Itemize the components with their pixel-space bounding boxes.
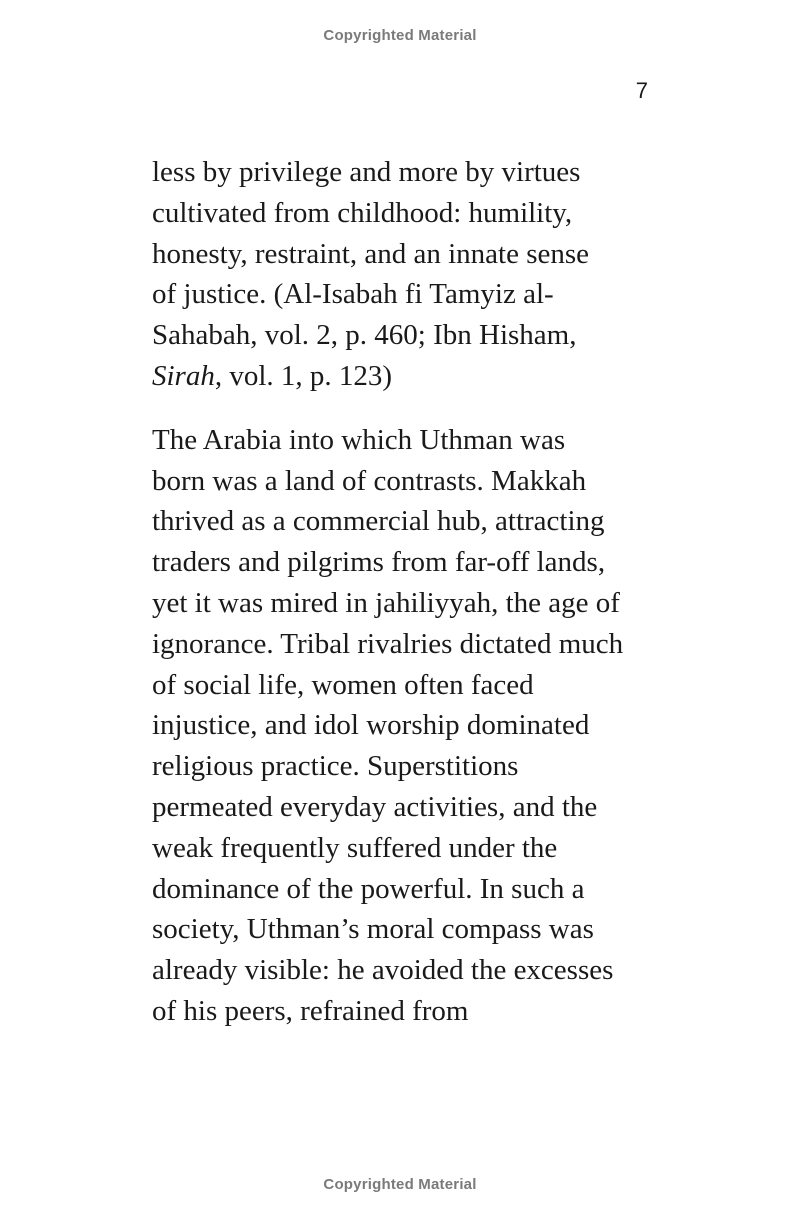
text-line: thrived as a commercial hub, attracting [152, 505, 605, 538]
text-line: Sahabah, vol. 2, p. 460; Ibn Hisham, [152, 319, 577, 352]
body-text [152, 152, 652, 1032]
text-line: honesty, restraint, and an innate sense [152, 237, 590, 270]
text-line: of justice. (Al-Isabah fi Tamyiz al- [152, 278, 554, 311]
text-line: born was a land of contrasts. Makkah [152, 464, 587, 497]
text-line: already visible: he avoided the excesses [152, 954, 614, 987]
text-line: less by privilege and more by virtues [152, 156, 581, 188]
text-line: dominance of the powerful. In such a [152, 872, 585, 905]
text-line: The Arabia into which Uthman was [152, 423, 566, 456]
text-line: of social life, women often faced [152, 668, 534, 701]
paragraph-1 [152, 152, 652, 397]
text-line: society, Uthman’s moral compass was [152, 913, 594, 946]
text-line: religious practice. Superstitions [152, 750, 519, 783]
text-line: permeated everyday activities, and the [152, 790, 598, 823]
copyright-watermark-bottom: Copyrighted Material [323, 1176, 477, 1193]
paragraph-2 [152, 420, 652, 1032]
text-line: cultivated from childhood: humility, [152, 196, 573, 229]
text-line: ignorance. Tribal rivalries dictated much [152, 627, 624, 660]
page-number: 7 [635, 78, 648, 103]
text-line [152, 356, 652, 397]
text-line: of his peers, refrained from [152, 994, 469, 1027]
text-line: injustice, and idol worship dominated [152, 709, 590, 742]
text-line: yet it was mired in jahiliyyah, the age of [152, 586, 620, 619]
italic-title-sirah: Sirah [152, 359, 215, 392]
citation-text: , vol. 1, p. 123) [214, 359, 393, 392]
text-line: traders and pilgrims from far-off lands, [152, 546, 606, 579]
copyright-watermark-top: Copyrighted Material [323, 27, 477, 44]
text-line: weak frequently suffered under the [152, 831, 558, 864]
